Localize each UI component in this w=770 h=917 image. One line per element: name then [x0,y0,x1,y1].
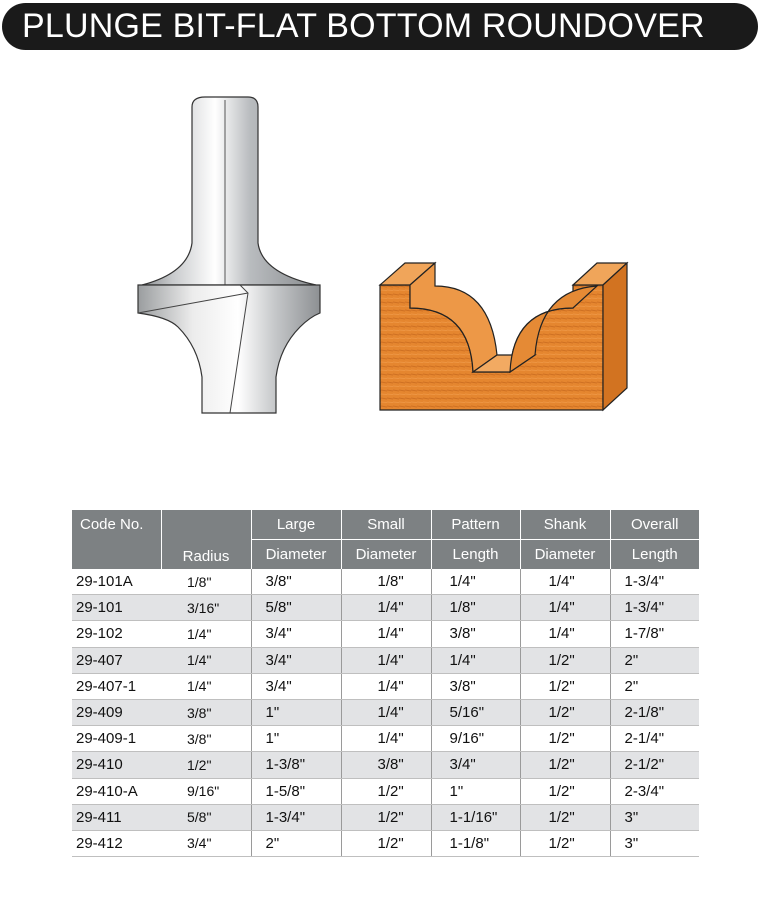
cell-code: 29-409-1 [72,726,161,752]
cell-small-diameter: 1/2" [341,804,431,830]
table-row [72,804,699,830]
cell-small-diameter: 1/4" [341,595,431,621]
cell-small-diameter: 1/8" [341,569,431,595]
table-row [72,569,699,595]
cell-overall-length: 2-3/4" [610,778,699,804]
cell-radius: 3/8" [161,726,251,752]
cell-code: 29-410 [72,752,161,778]
cell-radius: 1/2" [161,752,251,778]
cell-small-diameter: 1/2" [341,830,431,856]
cell-code: 29-407-1 [72,673,161,699]
header-large-diameter: Diameter [251,540,341,570]
cell-pattern-length: 1" [431,778,520,804]
header-radius: Radius [161,510,251,569]
table-row [72,647,699,673]
header-pattern-length: Length [431,540,520,570]
cell-pattern-length: 1-1/8" [431,830,520,856]
table-row [72,673,699,699]
cell-shank-diameter: 1/2" [520,647,610,673]
cell-shank-diameter: 1/2" [520,830,610,856]
cell-radius: 1/4" [161,621,251,647]
cell-shank-diameter: 1/2" [520,673,610,699]
header-small: Small [341,510,431,540]
cell-radius: 1/4" [161,673,251,699]
cell-shank-diameter: 1/2" [520,778,610,804]
cell-shank-diameter: 1/4" [520,595,610,621]
cell-radius: 3/8" [161,699,251,725]
cell-radius: 9/16" [161,778,251,804]
cell-pattern-length: 1-1/16" [431,804,520,830]
table-header-row [72,510,699,540]
cell-small-diameter: 1/4" [341,647,431,673]
cell-overall-length: 2-1/4" [610,726,699,752]
table-row [72,621,699,647]
table-row [72,726,699,752]
cell-shank-diameter: 1/2" [520,752,610,778]
cell-large-diameter: 3/4" [251,647,341,673]
cell-code: 29-412 [72,830,161,856]
cell-small-diameter: 3/8" [341,752,431,778]
cell-shank-diameter: 1/2" [520,804,610,830]
spec-table [72,510,699,857]
table-row [72,778,699,804]
cell-large-diameter: 1-3/4" [251,804,341,830]
cell-large-diameter: 3/8" [251,569,341,595]
cell-overall-length: 2" [610,673,699,699]
cell-code: 29-102 [72,621,161,647]
cell-radius: 3/16" [161,595,251,621]
header-large: Large [251,510,341,540]
cell-overall-length: 2" [610,647,699,673]
cell-pattern-length: 3/4" [431,752,520,778]
cell-overall-length: 2-1/8" [610,699,699,725]
header-shank: Shank [520,510,610,540]
cell-large-diameter: 1" [251,726,341,752]
cell-pattern-length: 9/16" [431,726,520,752]
cell-large-diameter: 1-5/8" [251,778,341,804]
cell-large-diameter: 1-3/8" [251,752,341,778]
cell-pattern-length: 1/4" [431,569,520,595]
page-title: PLUNGE BIT-FLAT BOTTOM ROUNDOVER [22,7,705,45]
cell-code: 29-407 [72,647,161,673]
cell-overall-length: 2-1/2" [610,752,699,778]
table-row [72,595,699,621]
cell-radius: 5/8" [161,804,251,830]
cell-shank-diameter: 1/4" [520,569,610,595]
cell-overall-length: 3" [610,830,699,856]
cell-shank-diameter: 1/4" [520,621,610,647]
router-bit-illustration [130,95,330,425]
cell-large-diameter: 3/4" [251,673,341,699]
cell-overall-length: 1-3/4" [610,569,699,595]
cell-small-diameter: 1/4" [341,726,431,752]
cell-code: 29-101 [72,595,161,621]
cell-small-diameter: 1/4" [341,699,431,725]
cell-shank-diameter: 1/2" [520,699,610,725]
cell-radius: 3/4" [161,830,251,856]
cell-overall-length: 1-7/8" [610,621,699,647]
cell-radius: 1/8" [161,569,251,595]
table-row [72,699,699,725]
cell-code: 29-411 [72,804,161,830]
cell-pattern-length: 3/8" [431,673,520,699]
cell-large-diameter: 3/4" [251,621,341,647]
cell-pattern-length: 1/4" [431,647,520,673]
cell-large-diameter: 2" [251,830,341,856]
cell-pattern-length: 5/16" [431,699,520,725]
table-row [72,752,699,778]
header-small-diameter: Diameter [341,540,431,570]
header-overall: Overall [610,510,699,540]
header-shank-diameter: Diameter [520,540,610,570]
cell-overall-length: 1-3/4" [610,595,699,621]
cell-code: 29-410-A [72,778,161,804]
wood-profile-illustration [375,260,640,415]
header-overall-length: Length [610,540,699,570]
cell-small-diameter: 1/2" [341,778,431,804]
cell-large-diameter: 5/8" [251,595,341,621]
cell-shank-diameter: 1/2" [520,726,610,752]
cell-large-diameter: 1" [251,699,341,725]
cell-pattern-length: 3/8" [431,621,520,647]
table-row [72,830,699,856]
cell-radius: 1/4" [161,647,251,673]
cell-code: 29-101A [72,569,161,595]
cell-pattern-length: 1/8" [431,595,520,621]
cell-code: 29-409 [72,699,161,725]
cell-small-diameter: 1/4" [341,621,431,647]
cell-overall-length: 3" [610,804,699,830]
title-bar [2,3,758,50]
cell-small-diameter: 1/4" [341,673,431,699]
header-pattern: Pattern [431,510,520,540]
header-code-no: Code No. [72,510,161,569]
